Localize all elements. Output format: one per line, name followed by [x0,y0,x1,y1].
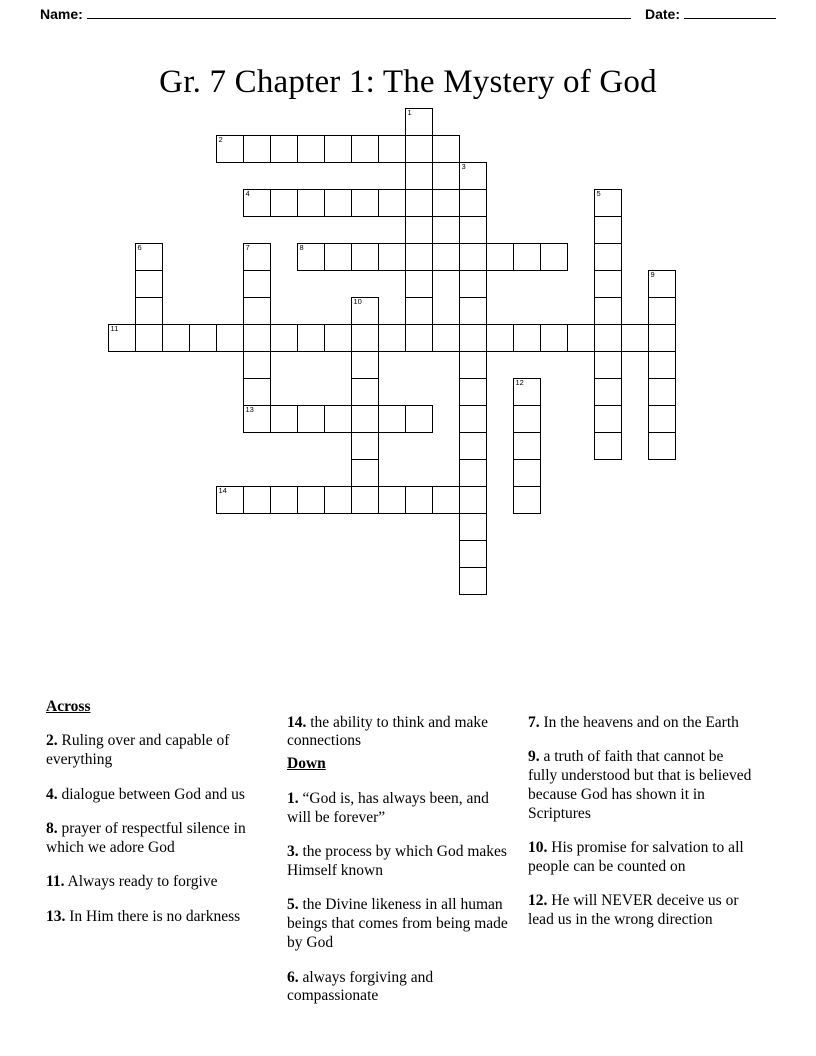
clue-number: 13. [46,907,66,925]
name-input-line[interactable] [87,6,631,19]
crossword-cell[interactable] [405,189,433,217]
crossword-cell[interactable] [459,459,487,487]
crossword-cell[interactable] [594,216,622,244]
crossword-cell[interactable] [513,243,541,271]
clue-text: Ruling over and capable of everything [46,732,230,769]
crossword-cell[interactable] [243,270,271,298]
crossword-cell[interactable] [243,351,271,379]
crossword-cell[interactable] [459,432,487,460]
clue-column-2 [287,698,528,1005]
clue-number: 14. [287,713,307,731]
cell-number: 14 [218,486,227,495]
crossword-cell[interactable] [216,486,244,514]
clue-item [46,820,273,858]
clue-number: 1. [287,789,299,807]
crossword-cell[interactable] [270,324,298,352]
crossword-cell[interactable] [594,351,622,379]
crossword-cell[interactable] [540,324,568,352]
cell-number: 3 [461,162,466,171]
crossword-cell[interactable] [189,324,217,352]
crossword-cell[interactable] [648,270,676,298]
crossword-cell[interactable] [108,324,136,352]
clue-text: In the heavens and on the Earth [539,713,739,731]
clue-item [528,714,756,733]
crossword-cell[interactable] [297,189,325,217]
clue-number: 7. [528,713,540,731]
crossword-cell[interactable] [594,189,622,217]
clue-column-3 [528,698,770,958]
crossword-cell[interactable] [648,378,676,406]
crossword-cell[interactable] [324,405,352,433]
across-clues-part1 [46,732,273,926]
clue-text: Always ready to forgive [64,873,218,891]
clue-number: 12. [528,892,548,910]
crossword-cell[interactable] [432,486,460,514]
crossword-cell[interactable] [324,243,352,271]
crossword-cell[interactable] [243,405,271,433]
clue-text: He will NEVER deceive us or lead us in the wrong direction [528,892,739,929]
clue-item [528,839,756,877]
cell-number: 4 [245,189,250,198]
cell-number: 10 [353,297,362,306]
crossword-cell[interactable] [486,243,514,271]
crossword-cell[interactable] [432,135,460,163]
crossword-cell[interactable] [243,297,271,325]
crossword-cell[interactable] [135,270,163,298]
crossword-cell[interactable] [297,486,325,514]
clue-number: 11. [46,873,65,891]
crossword-cell[interactable] [351,378,379,406]
crossword-cell[interactable] [378,405,406,433]
crossword-cell[interactable] [243,378,271,406]
crossword-cell[interactable] [297,324,325,352]
crossword-cell[interactable] [378,324,406,352]
crossword-cell[interactable] [459,513,487,541]
crossword-cell[interactable] [378,243,406,271]
crossword-cell[interactable] [513,378,541,406]
clue-text: the Divine likeness in all human beings that comes from being made by God [287,896,508,952]
cell-number: 2 [218,135,223,144]
clue-number: 3. [287,843,299,861]
clue-number: 9. [528,747,540,765]
crossword-cell[interactable] [513,405,541,433]
crossword-cell[interactable] [405,324,433,352]
crossword-cell[interactable] [216,135,244,163]
across-heading: Across [46,698,91,715]
crossword-cell[interactable] [405,108,433,136]
crossword-cell[interactable] [351,405,379,433]
crossword-cell[interactable] [270,405,298,433]
crossword-cell[interactable] [567,324,595,352]
name-label: Name: [40,6,83,22]
clue-item [287,714,514,752]
crossword-grid[interactable] [108,108,708,668]
crossword-cell[interactable] [459,378,487,406]
crossword-cell[interactable] [351,135,379,163]
clue-text: a truth of faith that cannot be fully understood but that is believed because God has shown it in Scriptures [528,747,752,822]
crossword-cell[interactable] [351,297,379,325]
crossword-cell[interactable] [351,351,379,379]
across-clues-part2 [287,714,514,752]
crossword-cell[interactable] [432,243,460,271]
clue-item [528,748,756,824]
crossword-cell[interactable] [351,324,379,352]
crossword-cell[interactable] [594,243,622,271]
page-title: Gr. 7 Chapter 1: The Mystery of God [159,64,657,101]
crossword-cell[interactable] [324,189,352,217]
crossword-cell[interactable] [405,162,433,190]
clue-text: the ability to think and make connections [287,713,489,750]
down-clues-part2 [528,714,756,931]
crossword-cell[interactable] [648,297,676,325]
crossword-cell[interactable] [405,270,433,298]
crossword-cell[interactable] [594,405,622,433]
crossword-cell[interactable] [513,324,541,352]
clue-text: His promise for salvation to all people can be counted on [528,839,744,875]
crossword-cell[interactable] [243,243,271,271]
clue-item [46,732,273,770]
crossword-cell[interactable] [594,378,622,406]
clue-number: 10. [528,839,548,857]
crossword-cell[interactable] [648,405,676,433]
clue-text: the process by which God makes Himself known [287,843,507,879]
crossword-cell[interactable] [648,324,676,352]
date-input-line[interactable] [684,6,776,19]
crossword-cell[interactable] [594,297,622,325]
crossword-cell[interactable] [594,432,622,460]
crossword-cell[interactable] [135,297,163,325]
crossword-cell[interactable] [405,135,433,163]
crossword-cell[interactable] [405,216,433,244]
crossword-cell[interactable] [432,324,460,352]
cell-number: 11 [110,324,119,333]
crossword-cell[interactable] [297,243,325,271]
crossword-cell[interactable] [459,486,487,514]
crossword-cell[interactable] [378,189,406,217]
clues-area [46,698,770,1005]
crossword-cell[interactable] [513,432,541,460]
clue-text: In Him there is no darkness [65,907,241,925]
clue-item [528,892,756,930]
clue-text: “God is, has always been, and will be forever” [287,789,489,826]
crossword-cell[interactable] [243,189,271,217]
cell-number: 9 [650,270,655,279]
clue-text: always forgiving and compassionate [287,968,434,1005]
clue-item [46,786,273,805]
clue-number: 8. [46,820,58,838]
crossword-cell[interactable] [459,540,487,568]
clue-number: 4. [46,785,58,803]
crossword-cell[interactable] [135,324,163,352]
crossword-cell[interactable] [351,486,379,514]
name-date-header [40,0,776,28]
crossword-cell[interactable] [459,567,487,595]
crossword-cell[interactable] [405,243,433,271]
crossword-cell[interactable] [594,324,622,352]
crossword-cell[interactable] [216,324,244,352]
cell-number: 13 [245,405,254,414]
cell-number: 7 [245,243,250,252]
clue-item [287,896,514,953]
crossword-cell[interactable] [351,459,379,487]
cell-number: 12 [515,378,524,387]
clue-item [46,908,273,927]
crossword-cell[interactable] [432,189,460,217]
crossword-cell[interactable] [405,297,433,325]
clue-column-1 [46,698,287,958]
crossword-cell[interactable] [459,324,487,352]
crossword-cell[interactable] [459,162,487,190]
crossword-cell[interactable] [405,405,433,433]
crossword-cell[interactable] [297,135,325,163]
crossword-cell[interactable] [270,486,298,514]
clue-text: dialogue between God and us [57,785,245,803]
crossword-cell[interactable] [459,216,487,244]
crossword-cell[interactable] [540,243,568,271]
crossword-cell[interactable] [648,351,676,379]
clue-item [287,969,514,1007]
crossword-cell[interactable] [378,486,406,514]
crossword-cell[interactable] [324,486,352,514]
crossword-cell[interactable] [243,324,271,352]
crossword-cell[interactable] [324,135,352,163]
cell-number: 1 [407,108,412,117]
crossword-cell[interactable] [324,324,352,352]
crossword-cell[interactable] [459,405,487,433]
cell-number: 6 [137,243,142,252]
crossword-cell[interactable] [594,270,622,298]
crossword-cell[interactable] [405,486,433,514]
clue-number: 5. [287,896,299,914]
crossword-cell[interactable] [513,459,541,487]
crossword-cell[interactable] [135,243,163,271]
cell-number: 5 [596,189,601,198]
crossword-cell[interactable] [297,405,325,433]
crossword-cell[interactable] [351,243,379,271]
clue-number: 6. [287,968,299,986]
crossword-cell[interactable] [459,243,487,271]
clue-item [287,843,514,881]
clue-text: prayer of respectful silence in which we adore God [46,820,246,857]
crossword-cell[interactable] [351,432,379,460]
date-label: Date: [644,6,680,22]
crossword-cell[interactable] [270,135,298,163]
crossword-cell[interactable] [459,270,487,298]
crossword-cell[interactable] [621,324,649,352]
crossword-cell[interactable] [459,297,487,325]
crossword-cell[interactable] [351,189,379,217]
crossword-cell[interactable] [459,351,487,379]
cell-number: 8 [299,243,304,252]
crossword-cell[interactable] [378,135,406,163]
crossword-cell[interactable] [243,486,271,514]
crossword-cell[interactable] [648,432,676,460]
crossword-cell[interactable] [459,189,487,217]
crossword-cell[interactable] [243,135,271,163]
crossword-cell[interactable] [513,486,541,514]
crossword-cell[interactable] [486,324,514,352]
clue-item [287,790,514,828]
crossword-cell[interactable] [270,189,298,217]
clue-number: 2. [46,732,58,750]
clue-item [46,873,273,892]
down-heading: Down [287,755,326,773]
crossword-cell[interactable] [162,324,190,352]
down-clues-part1 [287,790,514,1007]
